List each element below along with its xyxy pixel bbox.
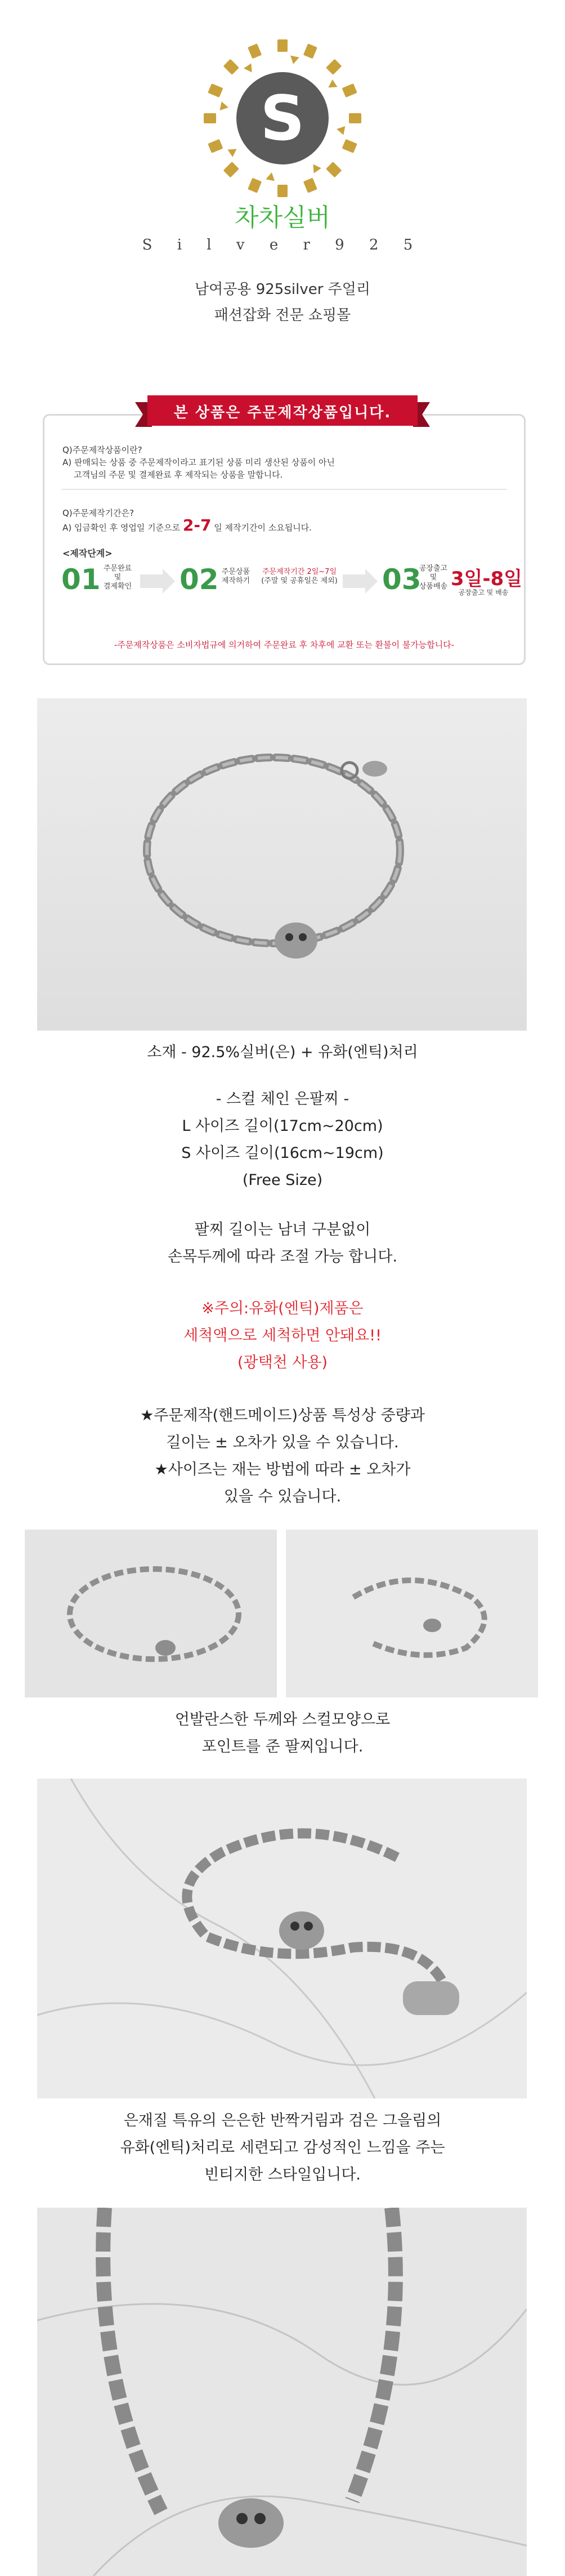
product-name: - 스컬 체인 은팔찌 - <box>216 1090 349 1108</box>
step-2-number: 02 <box>180 563 219 596</box>
point-text-2: 포인트를 준 팔찌입니다. <box>201 1738 364 1755</box>
size-s: S 사이즈 길이(16cm~19cm) <box>181 1144 384 1162</box>
faq-answer-2-post: 일 제작기간이 소요됩니다. <box>214 523 312 533</box>
adjust-text-1: 팔찌 길이는 남녀 구분없이 <box>194 1221 371 1238</box>
note-text-2: 길이는 ± 오차가 있을 수 있습니다. <box>166 1434 399 1451</box>
product-photo-left <box>25 1530 277 1697</box>
point-text-1: 언발란스한 두께와 스컬모양으로 <box>174 1711 391 1728</box>
faq-answer-2-days: 2-7 <box>182 516 212 534</box>
step-2-label-line: 주문상품 <box>221 568 250 576</box>
step-2-duration-line: 주문제작기간 2일~7일 <box>262 568 337 576</box>
brand-sub: S i l v e r 9 2 5 <box>142 237 423 253</box>
brand-initial: S <box>260 82 305 154</box>
step-3-label-line: 공장출고 <box>419 564 448 573</box>
faq-answer-1a: A) 판매되는 상품 중 주문제작이라고 표기된 상품 미리 생산된 상품이 아닌 <box>62 457 335 467</box>
steps-title: <제작단계> <box>62 548 113 559</box>
product-photo-right <box>286 1530 538 1697</box>
step-3-label-line: 및 <box>429 573 437 582</box>
faq-answer-1b: 고객님의 주문 및 결제완료 후 제작되는 상품을 말합니다. <box>74 470 283 480</box>
step-1-label-line: 및 <box>114 573 122 582</box>
arrow-right-icon <box>140 569 175 594</box>
warning-text-3: (광택천 사용) <box>237 1354 328 1371</box>
step-2-duration <box>257 568 342 586</box>
style-text-2: 유화(엔틱)처리로 세련되고 감성적인 느낌을 주는 <box>120 2139 445 2156</box>
brand-name: 차차실버 <box>234 203 330 232</box>
step-3-label <box>418 564 449 591</box>
tagline-1: 남여공용 925silver 주얼리 <box>194 281 371 298</box>
custom-order-notice <box>43 414 526 665</box>
warning-text-1: ※주의:유화(엔틱)제품은 <box>201 1300 364 1317</box>
step-1-label-line: 결제확인 <box>103 582 132 591</box>
style-text-1: 은재질 특유의 은은한 반짝거림과 검은 그을림의 <box>123 2112 442 2129</box>
step-1-label-line: 주문완료 <box>103 564 132 573</box>
arrow-right-icon <box>343 569 378 594</box>
product-photo-marble-2 <box>37 2208 527 2576</box>
faq-question-2: Q)주문제작기간은? <box>62 508 134 518</box>
notice-footer: -주문제작상품은 소비자법규에 의거하여 주문완료 후 차후에 교환 또는 환불이 불가능합니다- <box>114 640 455 650</box>
faq-answer-2-pre: A) 입금확인 후 영업일 기준으로 <box>62 523 181 533</box>
step-1-label <box>101 564 134 591</box>
step-2-duration-note: (주말 및 공휴일은 제외) <box>261 577 338 585</box>
step-2-label <box>218 568 254 586</box>
note-text-3: ★사이즈는 재는 방법에 따라 ± 오차가 <box>154 1461 411 1478</box>
note-text-4: 있을 수 있습니다. <box>223 1488 342 1505</box>
step-3-label-line: 상품배송 <box>419 582 448 591</box>
faq-question-1: Q)주문제작상품이란? <box>62 445 142 455</box>
tagline-2: 패션잡화 전문 쇼핑몰 <box>214 307 351 324</box>
free-size: (Free Size) <box>242 1171 323 1189</box>
note-text-1: ★주문제작(핸드메이드)상품 특성상 중량과 <box>140 1407 425 1424</box>
divider <box>61 489 507 490</box>
notice-ribbon-text: 본 상품은 주문제작상품입니다. <box>173 404 392 421</box>
step-1-number: 01 <box>61 563 101 596</box>
step-3-duration: 3일-8일 <box>451 568 523 590</box>
faq-answer-2 <box>62 516 312 534</box>
style-text-3: 빈티지한 스타일입니다. <box>204 2166 361 2183</box>
material-text: 소재 - 92.5%실버(은) + 유화(엔틱)처리 <box>147 1044 418 1061</box>
warning-text-2: 세척액으로 세척하면 안돼요!! <box>183 1327 382 1344</box>
adjust-text-2: 손목두께에 따라 조절 가능 합니다. <box>167 1248 398 1265</box>
product-photo-main <box>37 698 527 1031</box>
step-2-label-line: 제작하기 <box>221 577 250 585</box>
size-l: L 사이즈 길이(17cm~20cm) <box>182 1117 383 1135</box>
step-3-note: 공장출고 및 배송 <box>458 589 509 596</box>
step-3-number: 03 <box>382 563 421 596</box>
product-photo-marble-1 <box>37 1779 527 2098</box>
